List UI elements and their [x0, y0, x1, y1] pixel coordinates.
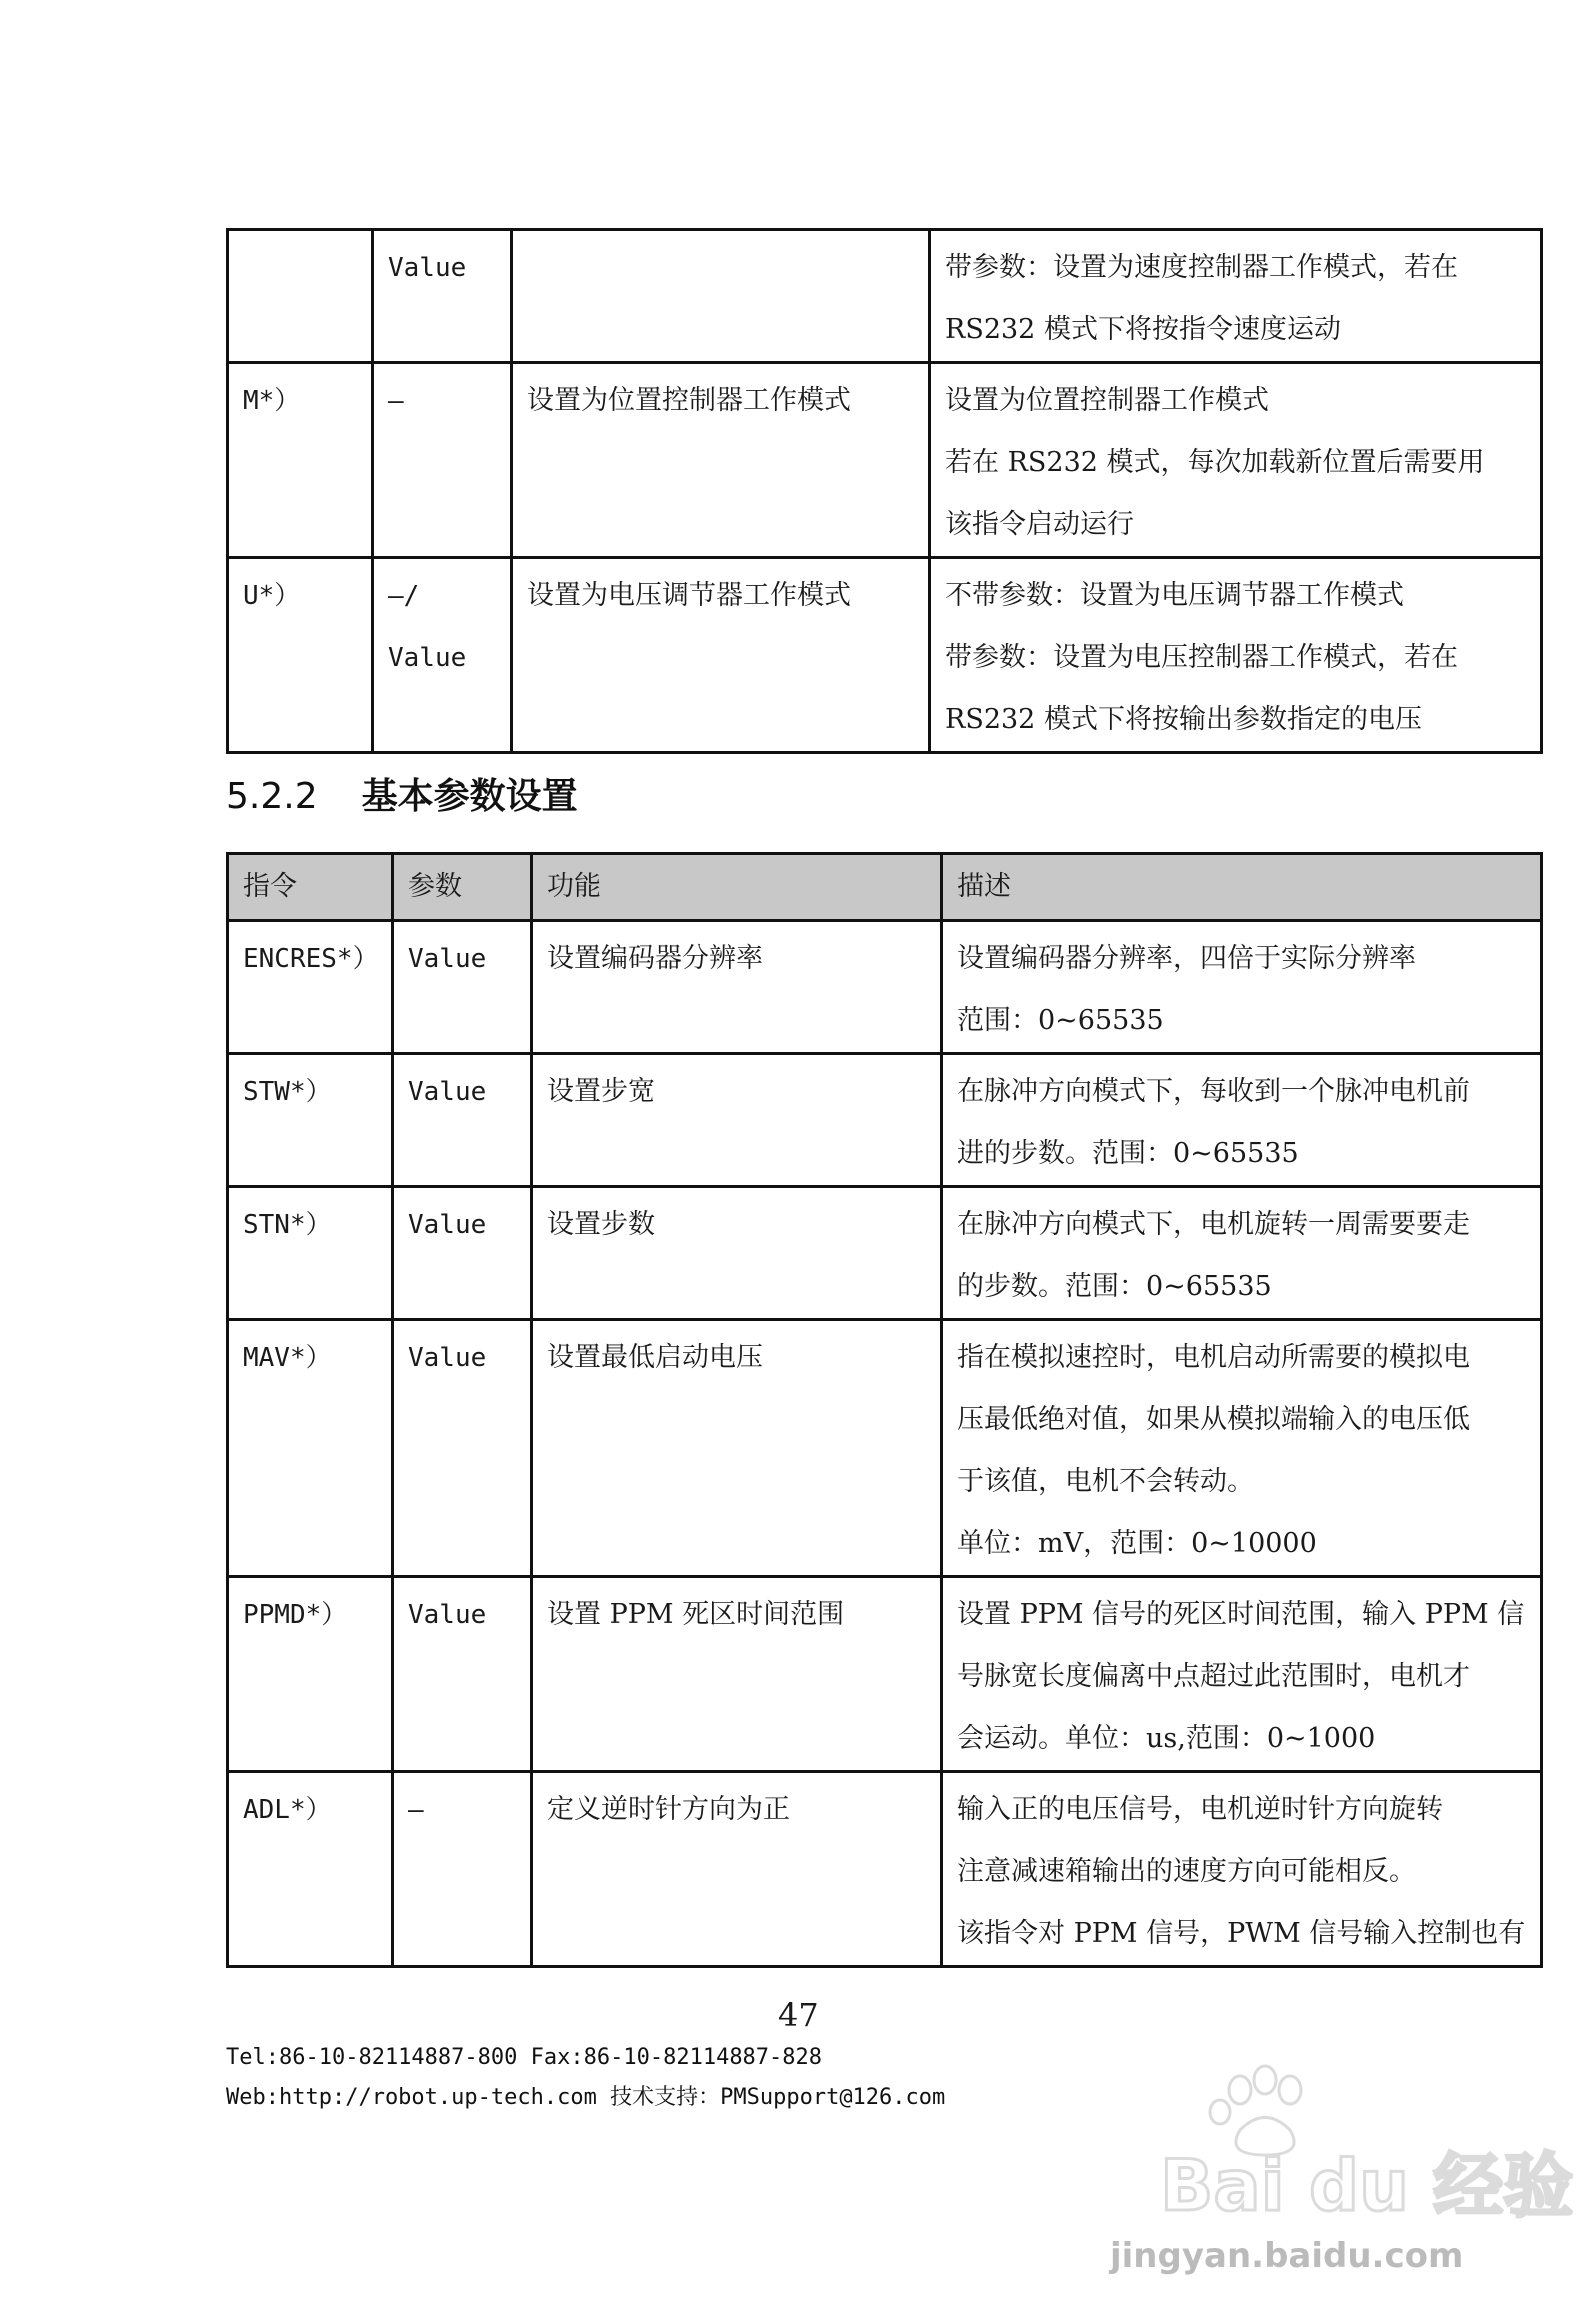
- cell-function-content: [533, 922, 940, 990]
- text-line: 范围：0~65535: [957, 1005, 1164, 1036]
- watermark-text: jingyan.baidu.com: [1110, 2236, 1464, 2276]
- text-line: 输入正的电压信号，电机逆时针方向旋转: [957, 1794, 1443, 1825]
- cell-command-content: [229, 1055, 391, 1123]
- cell-param: [373, 558, 512, 753]
- cell-description-content: [943, 922, 1540, 1052]
- cell-description-content: [931, 559, 1540, 751]
- header-command: [228, 854, 393, 921]
- cell-description: [942, 921, 1542, 1054]
- table-header-row: [228, 854, 1542, 921]
- cell-description: [942, 1320, 1542, 1577]
- header-description: [942, 854, 1542, 921]
- cell-description: [942, 1187, 1542, 1320]
- header-param: [393, 854, 532, 921]
- text-line: —/: [388, 581, 420, 611]
- header-label: 参数: [408, 871, 462, 902]
- text-line: Value: [388, 253, 467, 283]
- cell-description-content: [943, 1055, 1540, 1185]
- text-line: 定义逆时针方向为正: [547, 1794, 790, 1825]
- table-row: [228, 363, 1542, 558]
- table-row: [228, 1320, 1542, 1577]
- cell-function: [532, 1054, 942, 1187]
- cell-command-content: [229, 922, 391, 990]
- cell-command: [228, 1577, 393, 1772]
- command-table-2: [226, 852, 1543, 1968]
- cell-param-content: [394, 1321, 530, 1389]
- text-line: ENCRES*）: [243, 944, 379, 974]
- cell-command-content: [229, 1578, 391, 1646]
- text-line: 于该值，电机不会转动。: [957, 1466, 1254, 1497]
- text-line: 号脉宽长度偏离中点超过此范围时，电机才: [957, 1661, 1470, 1692]
- cell-param-content: [374, 364, 510, 432]
- text-line: 不带参数：设置为电压调节器工作模式: [945, 580, 1404, 611]
- cell-param-content: [394, 1773, 530, 1841]
- cell-function-content: [513, 559, 928, 627]
- cell-param: [393, 1054, 532, 1187]
- text-line: 压最低绝对值，如果从模拟端输入的电压低: [957, 1404, 1470, 1435]
- cell-command-content: [229, 1773, 391, 1841]
- cell-command: [228, 558, 373, 753]
- cell-command: [228, 1320, 393, 1577]
- table-row: [228, 230, 1542, 363]
- cell-param: [393, 1772, 532, 1967]
- cell-description: [930, 558, 1542, 753]
- text-line: 设置编码器分辨率: [547, 943, 763, 974]
- text-line: 设置步数: [547, 1209, 655, 1240]
- cell-command: [228, 230, 373, 363]
- svg-text:Bai du 经验: Bai du 经验: [1160, 2145, 1574, 2227]
- text-line: Value: [408, 1210, 487, 1240]
- cell-function: [512, 363, 930, 558]
- cell-function: [512, 230, 930, 363]
- cell-command: [228, 1054, 393, 1187]
- cell-param: [393, 921, 532, 1054]
- cell-param: [393, 1320, 532, 1577]
- cell-function: [532, 1320, 942, 1577]
- header-label: 指令: [243, 871, 297, 902]
- text-line: ADL*）: [243, 1795, 332, 1825]
- text-line: 设置为位置控制器工作模式: [527, 385, 851, 416]
- table-row: [228, 921, 1542, 1054]
- text-line: 设置编码器分辨率，四倍于实际分辨率: [957, 943, 1416, 974]
- cell-description-content: [931, 231, 1540, 361]
- text-line: 若在 RS232 模式，每次加载新位置后需要用: [945, 447, 1485, 478]
- cell-param: [393, 1577, 532, 1772]
- table-row: [228, 558, 1542, 753]
- text-line: Value: [408, 1077, 487, 1107]
- text-line: Value: [408, 1600, 487, 1630]
- header-label: 描述: [957, 871, 1011, 902]
- cell-param-content: [394, 922, 530, 990]
- text-line: —: [408, 1795, 424, 1825]
- text-line: [243, 237, 357, 299]
- text-line: 进的步数。范围：0~65535: [957, 1138, 1299, 1169]
- cell-description: [942, 1577, 1542, 1772]
- text-line: Value: [408, 1343, 487, 1373]
- cell-function: [512, 558, 930, 753]
- text-line: 带参数：设置为电压控制器工作模式，若在: [945, 642, 1458, 673]
- header-label: 功能: [547, 871, 601, 902]
- header-function: [532, 854, 942, 921]
- cell-function-content: [533, 1055, 940, 1123]
- text-line: —: [388, 386, 404, 416]
- cell-param: [373, 230, 512, 363]
- text-line: PPMD*）: [243, 1600, 348, 1630]
- cell-function-content: [533, 1188, 940, 1256]
- text-line: 该指令对 PPM 信号，PWM 信号输入控制也有: [957, 1918, 1526, 1949]
- cell-description-content: [943, 1188, 1540, 1318]
- text-line: 设置最低启动电压: [547, 1342, 763, 1373]
- text-line: M*）: [243, 386, 301, 416]
- section-number: 5.2.2: [226, 776, 318, 817]
- cell-description: [942, 1054, 1542, 1187]
- text-line: STW*）: [243, 1077, 332, 1107]
- cell-description: [942, 1772, 1542, 1967]
- cell-function: [532, 1772, 942, 1967]
- text-line: Value: [408, 944, 487, 974]
- footer-contact-phone: Tel:86-10-82114887-800 Fax:86-10-82114887-828: [226, 2045, 823, 2070]
- table-row: [228, 1054, 1542, 1187]
- cell-command-content: [229, 1188, 391, 1256]
- text-line: 该指令启动运行: [945, 509, 1134, 540]
- text-line: MAV*）: [243, 1343, 332, 1373]
- table-row: [228, 1772, 1542, 1967]
- text-line: 的步数。范围：0~65535: [957, 1271, 1272, 1302]
- table-row: [228, 1187, 1542, 1320]
- footer-contact-web: Web:http://robot.up-tech.com 技术支持：PMSupport@126.com: [226, 2085, 946, 2110]
- text-line: 在脉冲方向模式下，每收到一个脉冲电机前: [957, 1076, 1470, 1107]
- text-line: STN*）: [243, 1210, 332, 1240]
- cell-description-content: [943, 1321, 1540, 1575]
- section-title: 基本参数设置: [361, 776, 578, 817]
- cell-function: [532, 921, 942, 1054]
- cell-param-content: [374, 559, 510, 689]
- text-line: 在脉冲方向模式下，电机旋转一周需要要走: [957, 1209, 1470, 1240]
- cell-param-content: [394, 1055, 530, 1123]
- text-line: 设置 PPM 死区时间范围: [547, 1599, 845, 1630]
- cell-command-content: [229, 364, 371, 432]
- cell-function-content: [513, 231, 928, 299]
- cell-description: [930, 230, 1542, 363]
- text-line: 设置步宽: [547, 1076, 655, 1107]
- cell-command: [228, 1772, 393, 1967]
- page-number: 47: [778, 1996, 819, 2034]
- text-line: 会运动。单位：us,范围：0~1000: [957, 1723, 1376, 1754]
- text-line: U*）: [243, 581, 301, 611]
- cell-function-content: [513, 364, 928, 432]
- text-line: 带参数：设置为速度控制器工作模式，若在: [945, 252, 1458, 283]
- cell-command: [228, 921, 393, 1054]
- cell-command-content: [229, 1321, 391, 1389]
- cell-command-content: [229, 231, 371, 299]
- command-table-1: [226, 228, 1543, 754]
- cell-description-content: [931, 364, 1540, 556]
- text-line: 单位：mV，范围：0~10000: [957, 1528, 1317, 1559]
- section-heading: [226, 768, 578, 819]
- text-line: [527, 237, 914, 299]
- cell-command: [228, 363, 373, 558]
- cell-function-content: [533, 1578, 940, 1646]
- text-line: RS232 模式下将按输出参数指定的电压: [945, 704, 1422, 735]
- cell-command: [228, 1187, 393, 1320]
- text-line: 指在模拟速控时，电机启动所需要的模拟电: [957, 1342, 1470, 1373]
- cell-param-content: [374, 231, 510, 299]
- cell-param-content: [394, 1188, 530, 1256]
- cell-description-content: [943, 1578, 1540, 1770]
- table-row: [228, 1577, 1542, 1772]
- cell-function: [532, 1187, 942, 1320]
- cell-param-content: [394, 1578, 530, 1646]
- cell-command-content: [229, 559, 371, 627]
- text-line: 注意减速箱输出的速度方向可能相反。: [957, 1856, 1416, 1887]
- cell-function-content: [533, 1321, 940, 1389]
- cell-param: [373, 363, 512, 558]
- cell-description: [930, 363, 1542, 558]
- cell-description-content: [943, 1773, 1540, 1965]
- text-line: RS232 模式下将按指令速度运动: [945, 314, 1341, 345]
- cell-function: [532, 1577, 942, 1772]
- text-line: 设置为位置控制器工作模式: [945, 385, 1269, 416]
- cell-param: [393, 1187, 532, 1320]
- cell-function-content: [533, 1773, 940, 1841]
- text-line: Value: [388, 643, 467, 673]
- text-line: 设置 PPM 信号的死区时间范围，输入 PPM 信: [957, 1599, 1525, 1630]
- text-line: 设置为电压调节器工作模式: [527, 580, 851, 611]
